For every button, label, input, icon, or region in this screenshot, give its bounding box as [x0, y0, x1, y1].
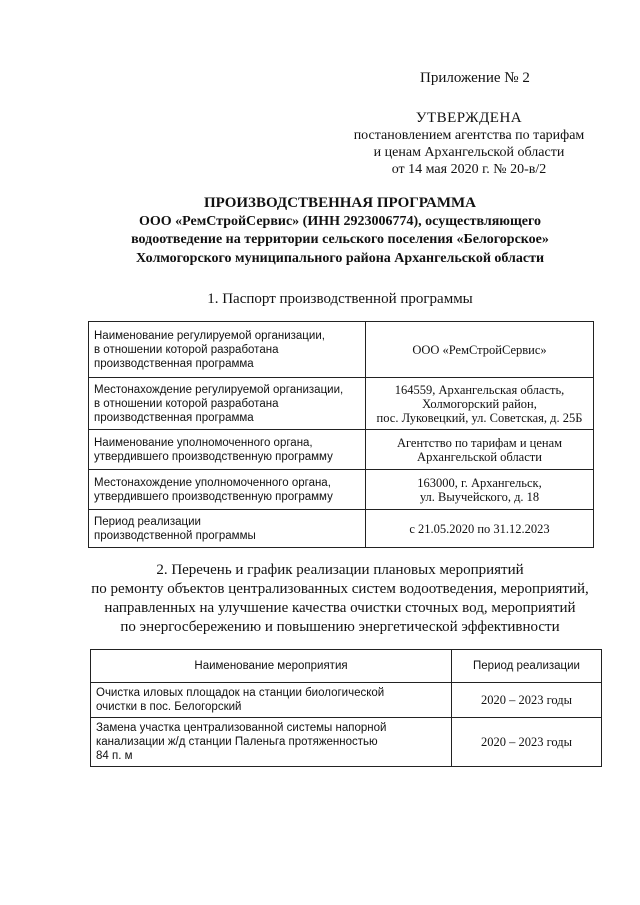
value-line: 163000, г. Архангельск, [417, 475, 542, 490]
document-title [100, 194, 580, 268]
table-header-row [91, 650, 602, 683]
value-line: 164559, Архангельская область, [394, 382, 565, 397]
heading-line: по энергосбережению и повышению энергетической эффективности [120, 619, 560, 635]
key-line: Период реализации [94, 515, 201, 528]
title-line: водоотведение на территории сельского поселения «Белогорское» [131, 232, 549, 247]
value-line: Архангельской области [417, 449, 542, 464]
title-line: Холмогорского муниципального района Архангельской области [135, 250, 545, 266]
measure-period: 2020 – 2023 годы [452, 683, 602, 718]
table-row [91, 718, 602, 767]
row-value [366, 470, 594, 510]
name-line: 84 п. м [96, 750, 133, 762]
key-line: в отношении которой разработана [94, 343, 279, 356]
name-line: Замена участка централизованной системы напорной [96, 722, 387, 734]
row-key [89, 510, 366, 548]
column-header-name: Наименование мероприятия [91, 650, 452, 683]
heading-line: направленных на улучшение качества очистки сточных вод, мероприятий [104, 600, 576, 616]
name-line: канализации ж/д станции Паленьга протяженностью [96, 736, 378, 748]
value-line: с 21.05.2020 по 31.12.2023 [409, 521, 550, 536]
row-value [366, 322, 594, 378]
approval-line: от 14 мая 2020 г. № 20-в/2 [391, 162, 547, 177]
title-line: ООО «РемСтройСервис» (ИНН 2923006774), осуществляющего [138, 213, 542, 229]
approval-line: постановлением агентства по тарифам [353, 128, 585, 143]
value-line: Холмогорский район, [422, 396, 537, 411]
measure-name [91, 718, 452, 767]
row-value [366, 510, 594, 548]
row-key [89, 378, 366, 430]
table-row [89, 322, 594, 378]
heading-line: по ремонту объектов централизованных систем водоотведения, мероприятий, [91, 581, 589, 597]
table-row [89, 470, 594, 510]
table-row [89, 510, 594, 548]
table-row [91, 683, 602, 718]
heading-line: 2. Перечень и график реализации плановых мероприятий [156, 562, 524, 578]
key-line: утвердившего производственную программу [94, 450, 333, 463]
value-line: Агентство по тарифам и ценам [396, 435, 563, 450]
measure-name [91, 683, 452, 718]
key-line: Местонахождение уполномоченного органа, [94, 476, 331, 489]
measure-period: 2020 – 2023 годы [452, 718, 602, 767]
value-line: пос. Луковецкий, ул. Советская, д. 25Б [376, 410, 583, 425]
row-value [366, 430, 594, 470]
measures-table [90, 649, 602, 767]
value-line: ул. Выучейского, д. 18 [419, 489, 540, 504]
name-line: Очистка иловых площадок на станции биологической [96, 687, 385, 699]
approval-block [330, 110, 608, 178]
appendix-label: Приложение № 2 [420, 70, 530, 86]
table-row [89, 430, 594, 470]
key-line: Наименование регулируемой организации, [94, 329, 325, 342]
key-line: производственной программы [94, 529, 256, 542]
value-line: ООО «РемСтройСервис» [412, 342, 547, 357]
table-row [89, 378, 594, 430]
section2-heading [80, 561, 600, 637]
column-header-period: Период реализации [452, 650, 602, 683]
key-line: производственная программа [94, 411, 254, 424]
section1-heading: 1. Паспорт производственной программы [207, 291, 473, 307]
key-line: Местонахождение регулируемой организации, [94, 383, 344, 396]
key-line: утвердившего производственную программу [94, 490, 333, 503]
row-value [366, 378, 594, 430]
approval-line: и ценам Архангельской области [373, 145, 565, 160]
approved-word: УТВЕРЖДЕНА [415, 110, 523, 126]
name-line: очистки в пос. Белогорский [96, 701, 242, 713]
key-line: Наименование уполномоченного органа, [94, 436, 313, 449]
key-line: производственная программа [94, 357, 254, 370]
key-line: в отношении которой разработана [94, 397, 279, 410]
row-key [89, 430, 366, 470]
row-key [89, 322, 366, 378]
row-key [89, 470, 366, 510]
passport-table [88, 321, 594, 548]
title-line: ПРОИЗВОДСТВЕННАЯ ПРОГРАММА [203, 195, 476, 211]
